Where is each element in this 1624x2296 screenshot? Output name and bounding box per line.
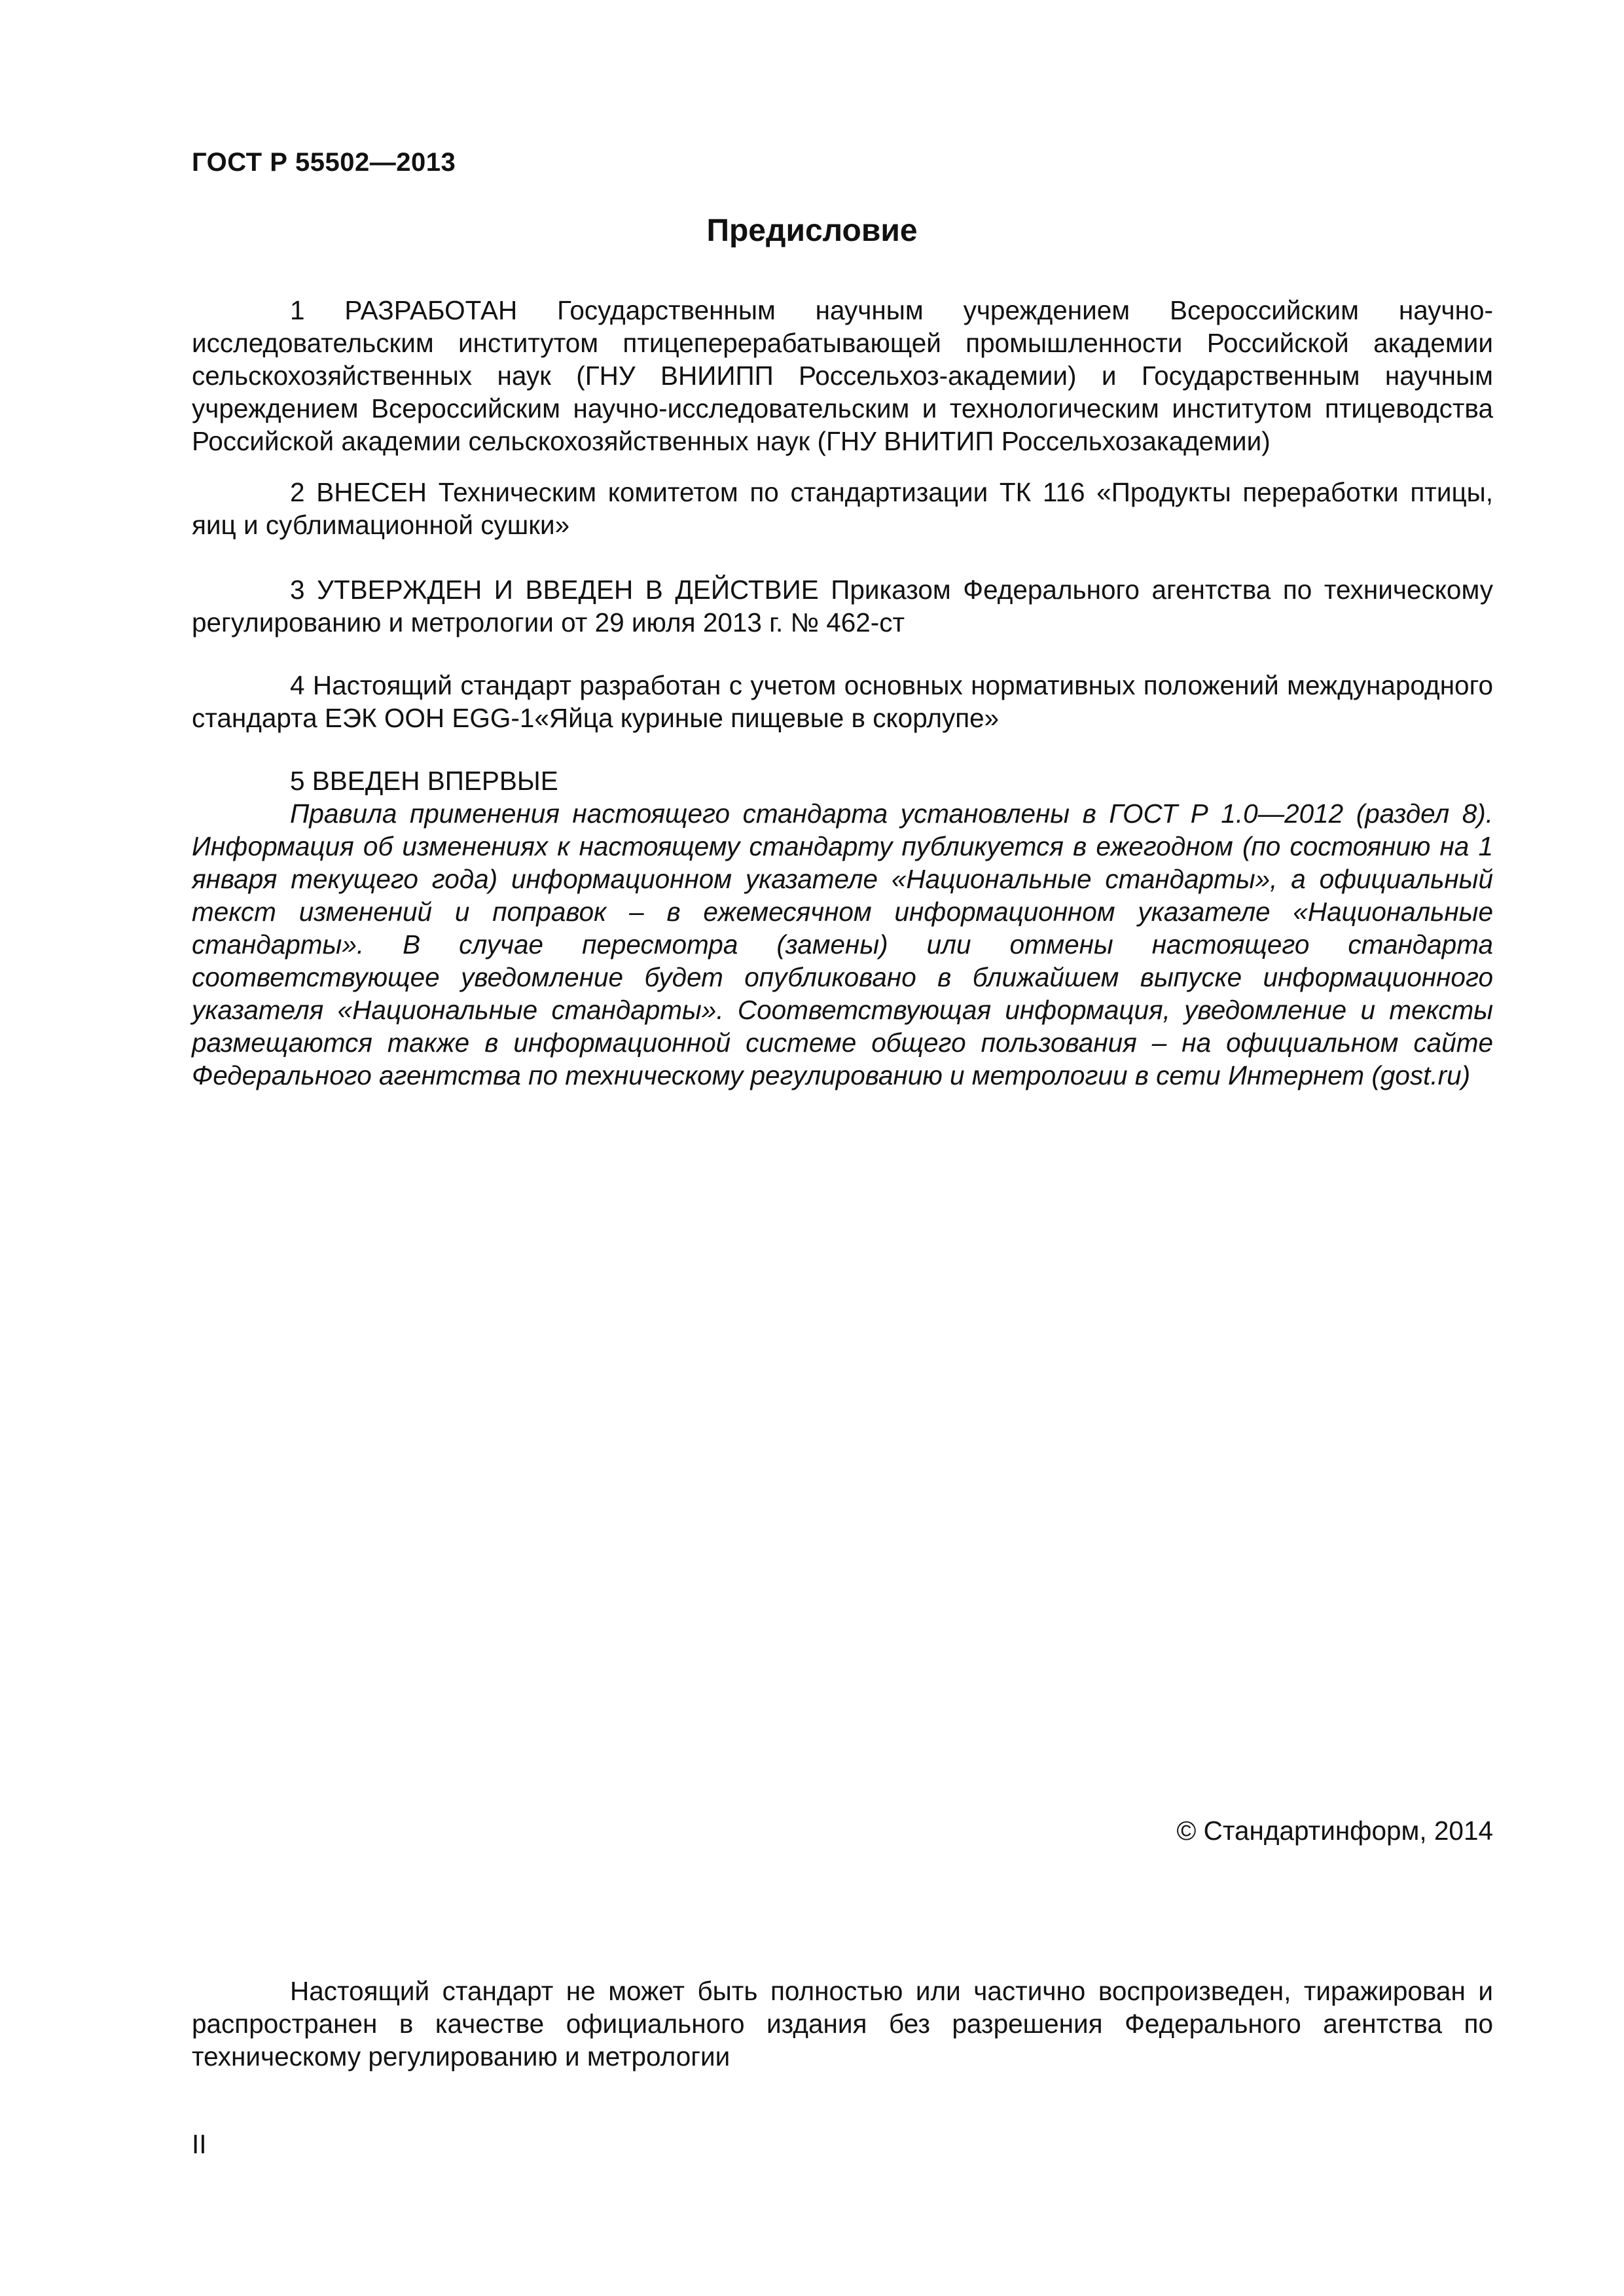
clause-text: 4 Настоящий стандарт разработан с учетом основных нормативных положений международного стандарта ЕЭК ООН EGG-1«Яйца куриные пищевые в скорлупе» [192, 670, 1493, 733]
clause-note: Правила применения настоящего стандарта установлены в ГОСТ Р 1.0—2012 (раздел 8). Информация об изменениях к настоящему стандарту публикуется в ежегодном (по состоянию на 1 января текущего года) информационном указателе «Национальные стандарты», а официальный текст изменений и поправок – в ежемесячном информационном указателе «Национальные стандарты». В случае пересмотра (замены) или отмены настоящего стандарта соответствующее уведомление будет опубликовано в ближайшем выпуске информационного указателя «Национальные стандарты». Соответствующая информация, уведомление и тексты размещаются также в информационной системе общего пользования – на официальном сайте Федерального агентства по техническому регулированию и метрологии в сети Интернет (gost.ru) [192, 798, 1493, 1090]
notice-text: Настоящий стандарт не может быть полностью или частично воспроизведен, тиражирован и распространен в качестве официального издания без разрешения Федерального агентства по техническому регулированию и метрологии [192, 1976, 1493, 2072]
foreword-clause-4 [192, 669, 1493, 734]
page-number: II [192, 2129, 207, 2159]
reproduction-notice [192, 1975, 1493, 2073]
foreword-clause-2 [192, 476, 1493, 541]
foreword-clause-5 [192, 764, 1493, 1092]
document-code: ГОСТ Р 55502—2013 [192, 148, 456, 177]
foreword-clause-1 [192, 294, 1493, 457]
foreword-clause-3 [192, 573, 1493, 639]
clause-text: 2 ВНЕСЕН Техническим комитетом по стандартизации ТК 116 «Продукты переработки птицы, яиц и сублимационной сушки» [192, 477, 1493, 540]
copyright-line: © Стандартинформ, 2014 [1176, 1816, 1493, 1846]
clause-text: 3 УТВЕРЖДЕН И ВВЕДЕН В ДЕЙСТВИЕ Приказом Федерального агентства по техническому регулированию и метрологии от 29 июля 2013 г. № 462-ст [192, 575, 1493, 637]
foreword-title: Предисловие [706, 213, 918, 248]
clause-text: 1 РАЗРАБОТАН Государственным научным учреждением Всероссийским научно-исследовательским институтом птицеперерабатывающей промышленности Российской академии сельскохозяйственных наук (ГНУ ВНИИПП Россельхоз-академии) и Государственным научным учреждением Всероссийским научно-исследовательским и технологическим институтом птицеводства Российской академии сельскохозяйственных наук (ГНУ ВНИТИП Россельхозакадемии) [192, 295, 1493, 456]
clause-text: 5 ВВЕДЕН ВПЕРВЫЕ [290, 766, 558, 796]
